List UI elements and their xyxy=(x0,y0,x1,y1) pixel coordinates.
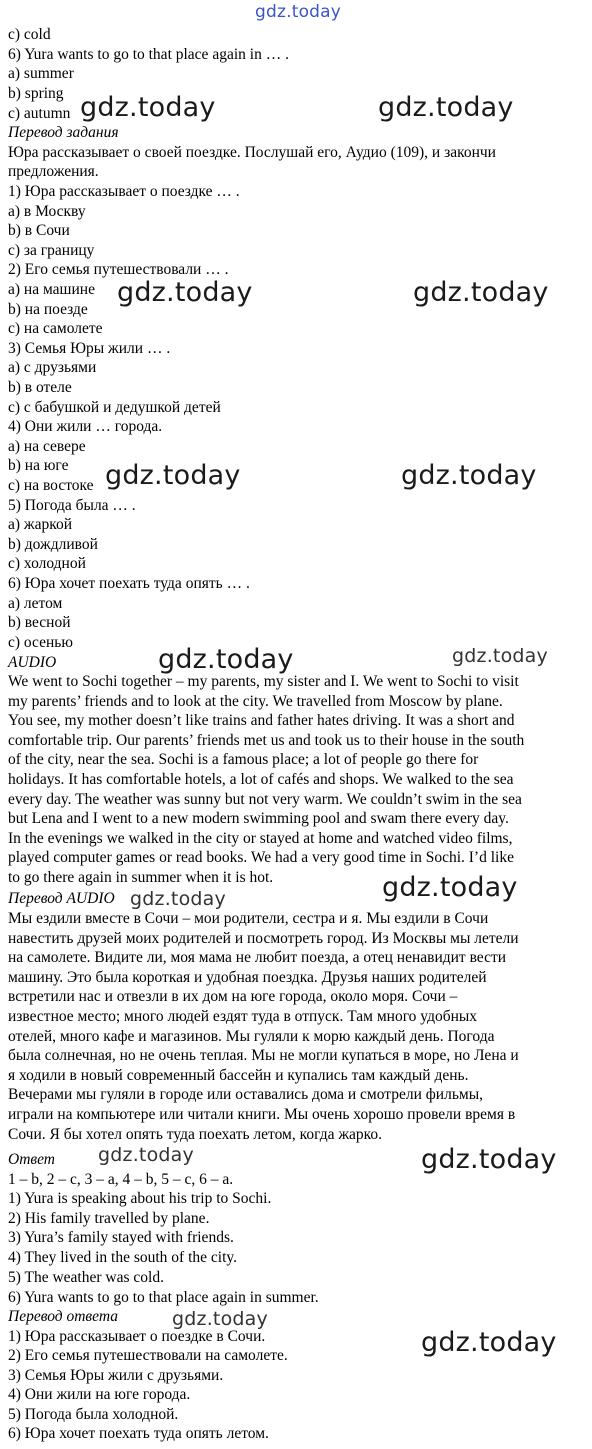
question-line: 6) Yura wants to go to that place again in … . xyxy=(8,46,289,63)
option-line: b) spring xyxy=(8,85,64,102)
question-line: 1) Юра рассказывает о поездке … . xyxy=(8,183,240,200)
watermark: gdz.today xyxy=(117,277,253,308)
text-line: я ходили в новый современный бассейн и купались там каждый день. xyxy=(8,1066,469,1084)
option-line: b) дождливой xyxy=(8,536,98,553)
text-line: holidays. It has comfortable hotels, a lot of cafés and shops. We walked to the sea xyxy=(8,770,514,788)
text-line: Сочи. Я бы хотел опять туда поехать летом, когда жарко. xyxy=(8,1125,383,1143)
text-line: играли на компьютере или читали книги. Мы очень хорошо провели время в xyxy=(8,1105,516,1123)
text-line: Мы ездили вместе в Сочи – мои родители, сестра и я. Мы ездили в Сочи xyxy=(8,910,489,927)
text-line: известное место; много людей ездят туда в отпуск. Там много удобных xyxy=(8,1007,478,1025)
answer-line: 3) Yura’s family stayed with friends. xyxy=(8,1229,234,1246)
option-line: а) жаркой xyxy=(8,516,73,533)
option-line: с) на востоке xyxy=(8,477,94,494)
question-line: 4) Они жили … города. xyxy=(8,418,163,435)
text-line: навестить друзей моих родителей и посмотреть город. Из Москвы мы летели xyxy=(8,929,519,947)
option-line: c) autumn xyxy=(8,105,71,122)
audio-translation-heading: Перевод AUDIO xyxy=(8,890,115,907)
question-line: 3) Семья Юры жили … . xyxy=(8,340,171,357)
watermark: gdz.today xyxy=(452,645,548,667)
answer-translation-heading: Перевод ответа xyxy=(8,1308,118,1325)
answer-line: 4) Они жили на юге города. xyxy=(8,1386,191,1403)
text-line: but Lena and I went to a new modern swimming pool and swam there every day. xyxy=(8,810,509,828)
answer-heading: Ответ xyxy=(8,1151,55,1168)
text-line: my parents’ friends and to look at the city. We travelled from Moscow by plane. xyxy=(8,692,503,710)
text-line: Вечерами мы гуляли в городе или оставались дома и смотрели фильмы, xyxy=(8,1086,483,1104)
option-line: b) весной xyxy=(8,614,71,631)
text-line: of the city, near the sea. Sochi is a famous place; a lot of people go there for xyxy=(8,751,479,769)
option-line: с) на самолете xyxy=(8,320,103,337)
option-line: с) за границу xyxy=(8,242,95,259)
option-line: b) на поезде xyxy=(8,301,88,318)
answer-line: 1) Юра рассказывает о поездке в Сочи. xyxy=(8,1328,266,1345)
text-line: played computer games or read books. We had a very good time in Sochi. I’d like xyxy=(8,849,514,867)
option-line: а) на севере xyxy=(8,438,86,455)
watermark: gdz.today xyxy=(130,888,226,910)
answer-line: 4) They lived in the south of the city. xyxy=(8,1249,238,1266)
watermark: gdz.today xyxy=(413,277,549,308)
watermark: gdz.today xyxy=(80,92,216,123)
top-watermark: gdz.today xyxy=(255,2,342,22)
option-line: а) в Москву xyxy=(8,203,86,220)
text-line: every day. The weather was sunny but not very warm. We couldn’t swim in the sea xyxy=(8,790,522,808)
text-line: предложения. xyxy=(8,163,99,180)
option-line: с) с бабушкой и дедушкой детей xyxy=(8,399,221,416)
option-line: а) летом xyxy=(8,595,63,612)
watermark: gdz.today xyxy=(172,1308,268,1330)
text-line: You see, my mother doesn’t like trains and father hates driving. It was a short and xyxy=(8,712,515,730)
question-line: 5) Погода была … . xyxy=(8,497,136,514)
text-line: машину. Это была короткая и удобная поездка. Друзья наших родителей xyxy=(8,968,487,986)
question-line: 6) Юра хочет поехать туда опять … . xyxy=(8,575,250,592)
text-line: отелей, много кафе и магазинов. Мы гуляли к морю каждый день. Погода xyxy=(8,1027,495,1045)
text-line: Юра рассказывает о своей поездке. Послушай его, Аудио (109), и закончи xyxy=(8,144,496,161)
option-line: с) холодной xyxy=(8,555,86,572)
watermark: gdz.today xyxy=(421,1144,557,1175)
watermark: gdz.today xyxy=(98,1144,194,1166)
watermark: gdz.today xyxy=(378,92,514,123)
option-line: а) на машине xyxy=(8,281,95,298)
answer-line: 2) Его семья путешествовали на самолете. xyxy=(8,1347,288,1364)
audio-translation-text xyxy=(8,909,586,1144)
answer-key: 1 – b, 2 – c, 3 – a, 4 – b, 5 – c, 6 – a. xyxy=(8,1171,234,1188)
text-line: In the evenings we walked in the city or stayed at home and watched video films, xyxy=(8,829,513,847)
answer-line: 5) Погода была холодной. xyxy=(8,1406,179,1423)
text-line: comfortable trip. Our parents’ friends met us and took us to their house in the south xyxy=(8,731,525,749)
watermark: gdz.today xyxy=(158,644,294,675)
answer-line: 6) Yura wants to go to that place again in summer. xyxy=(8,1289,319,1306)
watermark: gdz.today xyxy=(105,460,241,491)
text-line: встретили нас и отвезли в их дом на юге города, около моря. Сочи – xyxy=(8,988,458,1006)
option-line: а) с друзьями xyxy=(8,359,97,376)
text-line: была солнечная, но не очень теплая. Мы не могли купаться в море, но Лена и xyxy=(8,1047,519,1065)
option-line: a) summer xyxy=(8,65,74,82)
audio-heading: AUDIO xyxy=(8,654,57,671)
answer-line: 5) The weather was cold. xyxy=(8,1269,164,1286)
option-line: b) в Сочи xyxy=(8,222,70,239)
task-translation-heading: Перевод задания xyxy=(8,124,119,141)
text-line: We went to Sochi together – my parents, my sister and I. We went to Sochi to visit xyxy=(8,673,519,690)
watermark: gdz.today xyxy=(382,872,518,903)
option-line: c) cold xyxy=(8,26,51,43)
option-line: b) на юге xyxy=(8,457,69,474)
answer-line: 1) Yura is speaking about his trip to Sochi. xyxy=(8,1190,272,1207)
watermark: gdz.today xyxy=(421,1327,557,1358)
answer-line: 3) Семья Юры жили с друзьями. xyxy=(8,1367,224,1384)
text-line: to go there again in summer when it is hot. xyxy=(8,868,274,886)
answer-line: 2) His family travelled by plane. xyxy=(8,1210,210,1227)
answer-line: 6) Юра хочет поехать туда опять летом. xyxy=(8,1425,269,1442)
text-line: на самолете. Видите ли, моя мама не любит поезда, а отец ненавидит вести xyxy=(8,949,507,967)
watermark: gdz.today xyxy=(401,460,537,491)
audio-text xyxy=(8,672,586,888)
option-line: с) осенью xyxy=(8,634,73,651)
option-line: b) в отеле xyxy=(8,379,72,396)
question-line: 2) Его семья путешествовали … . xyxy=(8,261,229,278)
